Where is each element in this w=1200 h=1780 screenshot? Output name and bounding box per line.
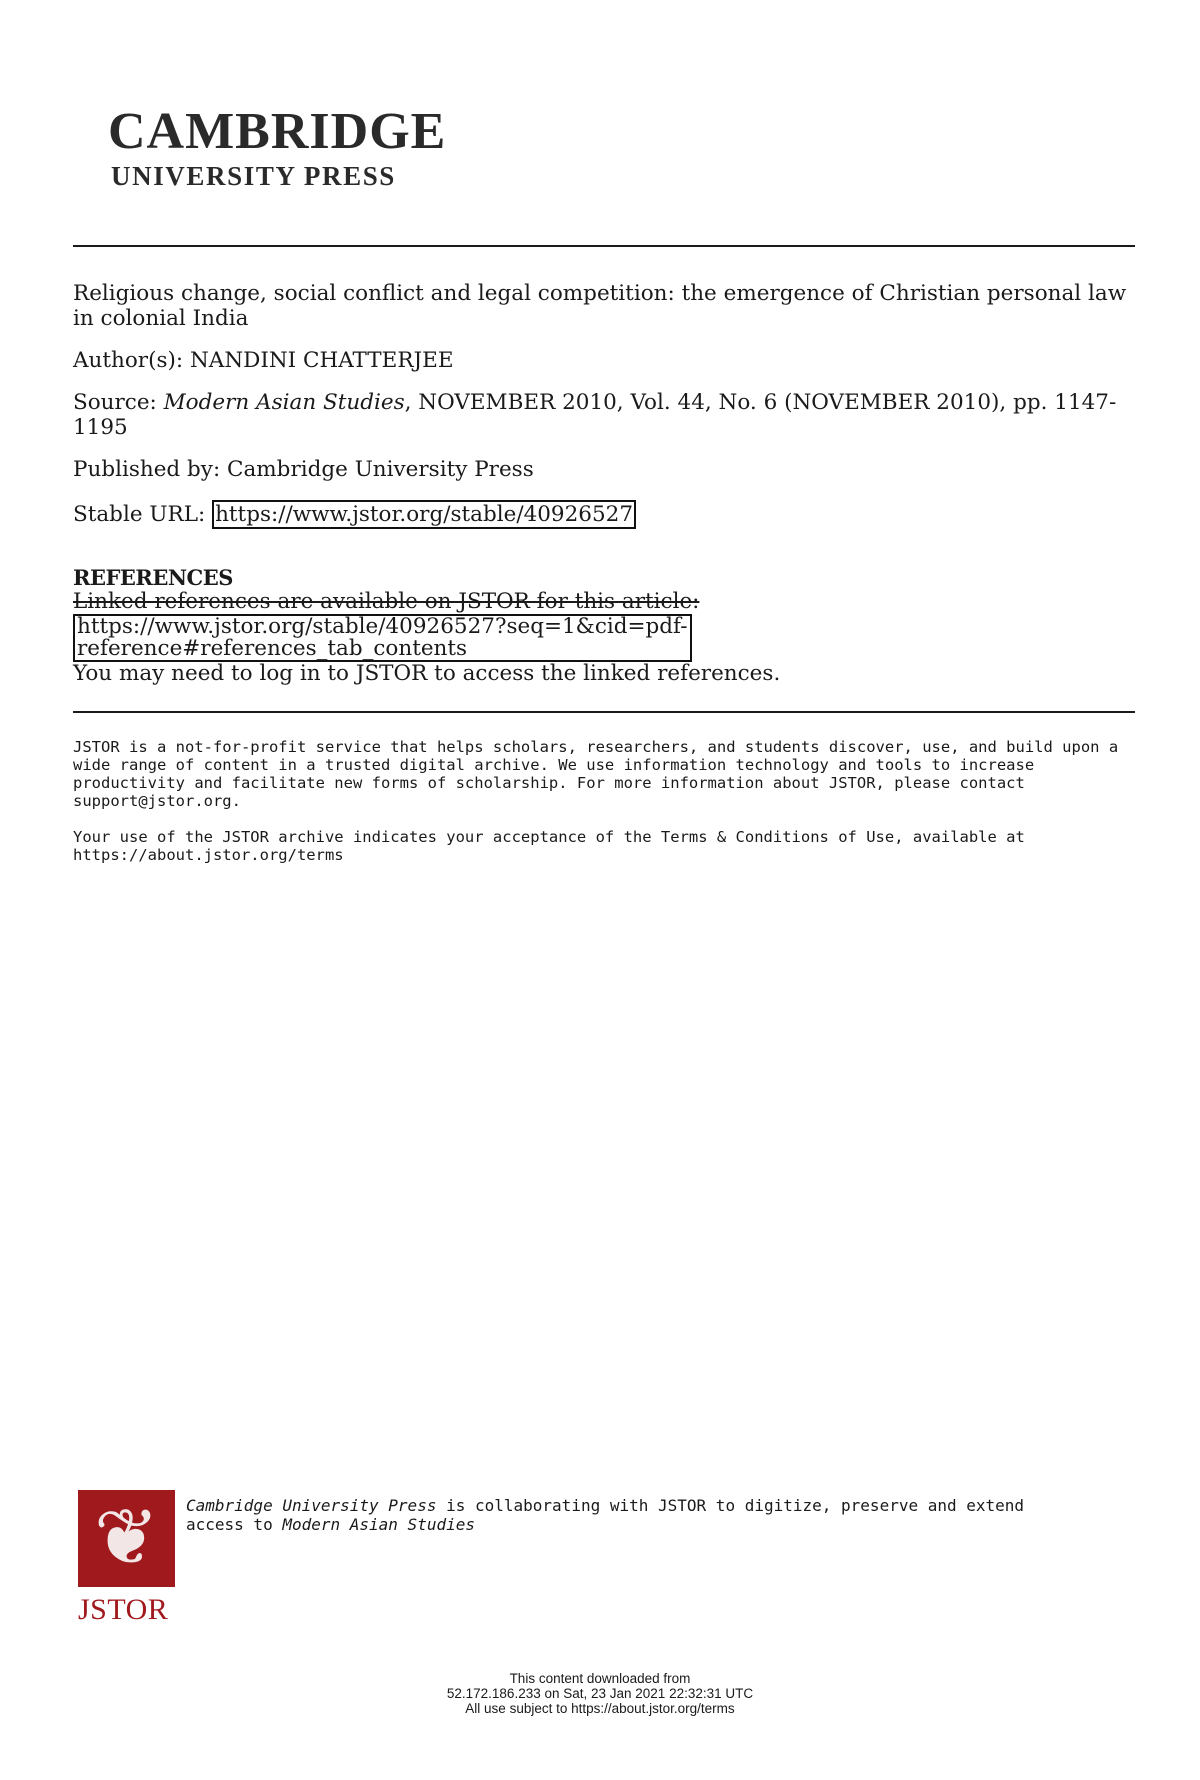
collab-journal: Modern Asian Studies	[282, 1515, 475, 1534]
top-divider	[73, 245, 1135, 247]
source-label: Source:	[73, 390, 157, 415]
linked-references-note: Linked references are available on JSTOR for this article:	[73, 589, 700, 614]
jstor-logo	[78, 1490, 178, 1630]
article-publisher	[73, 457, 1133, 482]
login-note: You may need to log in to JSTOR to access the linked references.	[73, 661, 781, 686]
jstor-description: JSTOR is a not-for-profit service that helps scholars, researchers, and students discover, use, and build upon a wide range of content in a trusted digital archive. We use information technology and tools to increase productivity and facilitate new forms of scholarship. For more information about JSTOR, please contact support@jstor.org.	[73, 738, 1119, 810]
footer-line3: All use subject to https://about.jstor.org/terms	[465, 1701, 735, 1716]
references-link-line2[interactable]: reference#references_tab_contents	[77, 636, 468, 661]
publisher-logo-name: CAMBRIDGE	[108, 103, 447, 160]
authors-label: Author(s):	[73, 348, 184, 373]
publisher-value: Cambridge University Press	[227, 457, 534, 482]
stable-url-line	[73, 502, 1133, 527]
references-link-line1[interactable]: https://www.jstor.org/stable/40926527?seq=1&cid=pdf-	[77, 614, 688, 639]
collab-middle: is collaborating with JSTOR to digitize, preserve and extend access to	[186, 1496, 1025, 1534]
cambridge-logo	[108, 104, 488, 192]
collaboration-block	[78, 1490, 1078, 1630]
article-metadata	[73, 281, 1133, 527]
collab-org: Cambridge University Press	[186, 1496, 437, 1515]
footer-line2: 52.172.186.233 on Sat, 23 Jan 2021 22:32:31 UTC	[446, 1686, 754, 1701]
jstor-logo-word: JSTOR	[78, 1593, 169, 1626]
article-title: Religious change, social conflict and legal competition: the emergence of Christian personal law in colonial India	[73, 281, 1127, 331]
footer-line1: This content downloaded from	[509, 1671, 691, 1686]
stable-url-label: Stable URL:	[73, 502, 206, 527]
stable-url-link[interactable]: https://www.jstor.org/stable/40926527	[212, 500, 636, 529]
jstor-seal-glyph: ❦	[93, 1493, 160, 1583]
published-label: Published by:	[73, 457, 221, 482]
authors-value: NANDINI CHATTERJEE	[189, 348, 454, 373]
jstor-seal-icon	[78, 1490, 175, 1587]
terms-notice: Your use of the JSTOR archive indicates your acceptance of the Terms & Conditions of Use, available at https://about.jstor.org/terms	[73, 828, 1025, 864]
download-footer	[0, 1671, 1200, 1716]
references-link[interactable]	[73, 614, 692, 662]
jstor-blurb	[73, 738, 1138, 882]
middle-divider	[73, 711, 1135, 713]
references-heading: REFERENCES	[73, 565, 233, 590]
journal-name: Modern Asian Studies	[163, 390, 405, 415]
source-details: , NOVEMBER 2010, Vol. 44, No. 6 (NOVEMBER 2010), pp. 1147-1195	[73, 390, 1117, 440]
article-authors	[73, 348, 1133, 373]
references-section	[73, 566, 1133, 686]
publisher-logo-subtitle: UNIVERSITY PRESS	[111, 161, 396, 191]
article-source	[73, 390, 1133, 440]
collaboration-text	[186, 1496, 1066, 1534]
